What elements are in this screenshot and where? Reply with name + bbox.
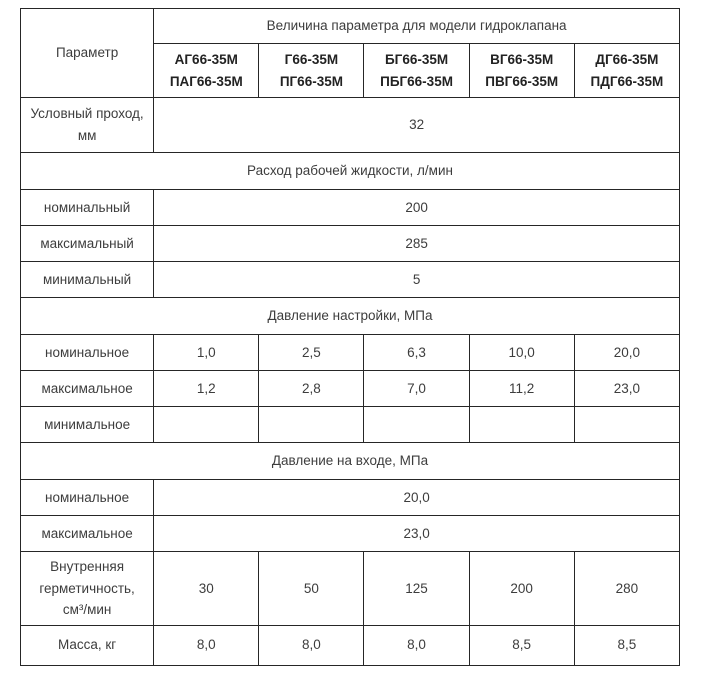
param-column-header: Параметр	[21, 9, 154, 98]
model-header-5	[574, 44, 679, 98]
row-label-mass: Масса, кг	[21, 625, 154, 665]
hydraulic-valve-specs-table	[20, 8, 680, 666]
model-name-line2: ПДГ66-35М	[590, 73, 664, 89]
cell-flow-max-value: 285	[154, 226, 680, 262]
cell-internal-leakage-5: 280	[574, 552, 679, 626]
cell-setting-max-5: 23,0	[574, 371, 679, 407]
header-row	[21, 9, 680, 44]
row-flow-nominal	[21, 190, 680, 226]
row-mass	[21, 625, 680, 665]
row-setting-max	[21, 371, 680, 407]
model-header-1	[154, 44, 259, 98]
model-name-line2: ПАГ66-35М	[169, 73, 243, 89]
row-label-setting-max: максимальное	[21, 371, 154, 407]
row-label-inlet-nominal: номинальное	[21, 480, 154, 516]
row-conditional-passage	[21, 98, 680, 153]
row-label-setting-min: минимальное	[21, 407, 154, 443]
cell-setting-nominal-1: 1,0	[154, 335, 259, 371]
cell-internal-leakage-2: 50	[259, 552, 364, 626]
model-name-line2: ПГ66-35М	[279, 73, 343, 89]
cell-setting-nominal-3: 6,3	[364, 335, 469, 371]
cell-setting-min-3	[364, 407, 469, 443]
row-inlet-nominal	[21, 480, 680, 516]
cell-internal-leakage-4: 200	[469, 552, 574, 626]
model-header-4	[469, 44, 574, 98]
row-setting-min	[21, 407, 680, 443]
cell-setting-min-2	[259, 407, 364, 443]
cell-setting-min-5	[574, 407, 679, 443]
model-name-line2: ПБГ66-35М	[380, 73, 453, 89]
cell-setting-min-4	[469, 407, 574, 443]
section-header-inlet-pressure: Давление на входе, МПа	[21, 443, 680, 480]
row-flow-min	[21, 262, 680, 298]
row-label-flow-nominal: номинальный	[21, 190, 154, 226]
row-label-flow-max: максимальный	[21, 226, 154, 262]
row-flow-max	[21, 226, 680, 262]
row-label-conditional-passage: Условный проход, мм	[21, 98, 154, 153]
cell-internal-leakage-1: 30	[154, 552, 259, 626]
cell-setting-nominal-5: 20,0	[574, 335, 679, 371]
row-internal-leakage	[21, 552, 680, 626]
cell-setting-max-2: 2,8	[259, 371, 364, 407]
row-setting-nominal	[21, 335, 680, 371]
section-header-setting-pressure: Давление настройки, МПа	[21, 298, 680, 335]
cell-inlet-max-value: 23,0	[154, 516, 680, 552]
cell-setting-max-4: 11,2	[469, 371, 574, 407]
row-label-flow-min: минимальный	[21, 262, 154, 298]
model-header-2	[259, 44, 364, 98]
section-row-flow-rate	[21, 153, 680, 190]
model-name-line1: БГ66-35М	[384, 51, 449, 67]
cell-inlet-nominal-value: 20,0	[154, 480, 680, 516]
cell-conditional-passage-value: 32	[154, 98, 680, 153]
value-header: Величина параметра для модели гидроклапана	[154, 9, 680, 44]
cell-setting-max-3: 7,0	[364, 371, 469, 407]
cell-mass-1: 8,0	[154, 625, 259, 665]
cell-flow-min-value: 5	[154, 262, 680, 298]
section-row-setting-pressure	[21, 298, 680, 335]
cell-mass-2: 8,0	[259, 625, 364, 665]
cell-mass-3: 8,0	[364, 625, 469, 665]
model-name-line1: АГ66-35М	[174, 51, 238, 67]
cell-setting-min-1	[154, 407, 259, 443]
model-name-line1: Г66-35М	[284, 51, 339, 67]
cell-setting-nominal-2: 2,5	[259, 335, 364, 371]
row-inlet-max	[21, 516, 680, 552]
cell-flow-nominal-value: 200	[154, 190, 680, 226]
section-row-inlet-pressure	[21, 443, 680, 480]
model-name-line2: ПВГ66-35М	[485, 73, 559, 89]
section-header-flow-rate: Расход рабочей жидкости, л/мин	[21, 153, 680, 190]
row-label-inlet-max: максимальное	[21, 516, 154, 552]
model-name-line1: ДГ66-35М	[595, 51, 659, 67]
cell-mass-4: 8,5	[469, 625, 574, 665]
row-label-setting-nominal: номинальное	[21, 335, 154, 371]
cell-setting-max-1: 1,2	[154, 371, 259, 407]
cell-mass-5: 8,5	[574, 625, 679, 665]
cell-internal-leakage-3: 125	[364, 552, 469, 626]
row-label-internal-leakage: Внутренняя герметичность, см³/мин	[21, 552, 154, 626]
cell-setting-nominal-4: 10,0	[469, 335, 574, 371]
model-name-line1: ВГ66-35М	[490, 51, 554, 67]
model-header-3	[364, 44, 469, 98]
